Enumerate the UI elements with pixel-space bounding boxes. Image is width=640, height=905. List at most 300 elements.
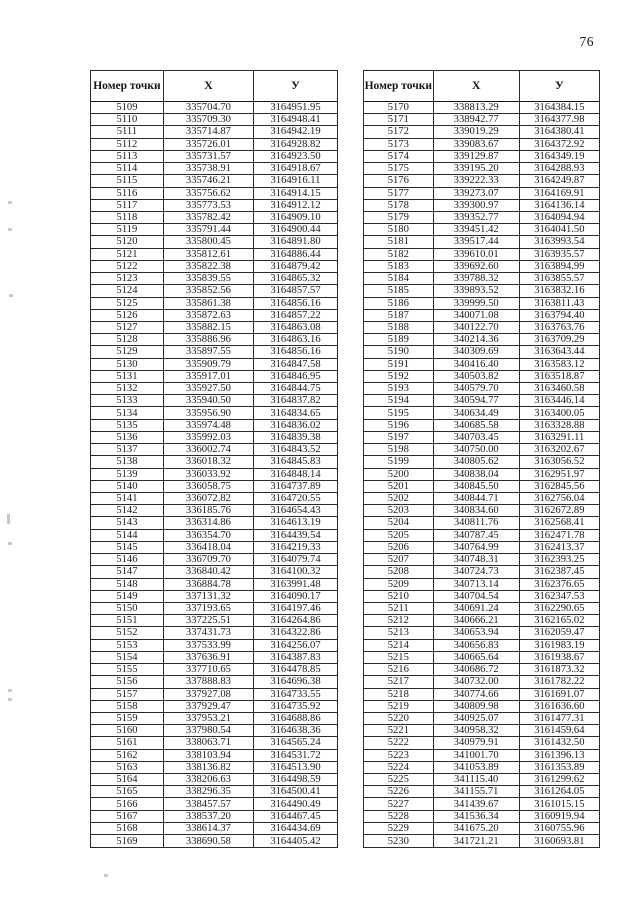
- cell-x: 340732.00: [433, 676, 519, 688]
- table-row: [91, 615, 338, 627]
- table-row: [364, 737, 600, 749]
- cell-x: 335861.38: [163, 297, 253, 309]
- cell-y: 3161873.32: [519, 664, 599, 676]
- cell-y: 3160919.94: [519, 810, 599, 822]
- cell-x: 335992.03: [163, 431, 253, 443]
- cell-point-number: 5188: [364, 321, 434, 333]
- cell-point-number: 5167: [91, 810, 164, 822]
- cell-point-number: 5133: [91, 395, 164, 407]
- table-row: [91, 114, 338, 126]
- cell-y: 3164834.65: [254, 407, 338, 419]
- cell-y: 3164434.69: [254, 822, 338, 834]
- cell-x: 335882.15: [163, 321, 253, 333]
- cell-x: 335714.87: [163, 126, 253, 138]
- cell-x: 339788.32: [433, 273, 519, 285]
- table-row: [364, 370, 600, 382]
- cell-x: 339451.42: [433, 224, 519, 236]
- cell-y: 3163855.57: [519, 273, 599, 285]
- cell-y: 3164197.46: [254, 602, 338, 614]
- table-row: [91, 444, 338, 456]
- cell-point-number: 5139: [91, 468, 164, 480]
- cell-y: 3164857.57: [254, 285, 338, 297]
- table-row: [91, 321, 338, 333]
- cell-point-number: 5230: [364, 835, 434, 848]
- table-row: [364, 822, 600, 834]
- table-row: [364, 102, 600, 114]
- cell-point-number: 5219: [364, 700, 434, 712]
- cell-y: 3164380.41: [519, 126, 599, 138]
- cell-point-number: 5211: [364, 602, 434, 614]
- cell-x: 339083.67: [433, 138, 519, 150]
- cell-point-number: 5119: [91, 224, 164, 236]
- table-row: [91, 383, 338, 395]
- cell-x: 338296.35: [163, 786, 253, 798]
- table-row: [91, 578, 338, 590]
- cell-point-number: 5206: [364, 541, 434, 553]
- cell-x: 340666.21: [433, 615, 519, 627]
- cell-y: 3163518.87: [519, 370, 599, 382]
- table-row: [91, 163, 338, 175]
- column-header-point-number: Номер точки: [364, 71, 434, 102]
- scan-artifact: [8, 228, 12, 231]
- cell-x: 336033.92: [163, 468, 253, 480]
- table-row: [364, 150, 600, 162]
- cell-x: 339893.52: [433, 285, 519, 297]
- cell-x: 341721.21: [433, 835, 519, 848]
- cell-x: 338614.37: [163, 822, 253, 834]
- cell-x: 339195.20: [433, 163, 519, 175]
- table-row: [364, 651, 600, 663]
- table-row: [364, 688, 600, 700]
- coordinate-tables-container: [90, 70, 600, 848]
- table-row: [364, 810, 600, 822]
- table-row: [364, 798, 600, 810]
- table-row: [364, 700, 600, 712]
- table-row: [91, 749, 338, 761]
- cell-point-number: 5158: [91, 700, 164, 712]
- cell-point-number: 5127: [91, 321, 164, 333]
- cell-point-number: 5228: [364, 810, 434, 822]
- cell-y: 3162413.37: [519, 541, 599, 553]
- cell-y: 3164041.50: [519, 224, 599, 236]
- table-row: [91, 541, 338, 553]
- cell-x: 340724.73: [433, 566, 519, 578]
- cell-x: 336018.32: [163, 456, 253, 468]
- cell-point-number: 5186: [364, 297, 434, 309]
- table-row: [91, 602, 338, 614]
- cell-x: 335940.50: [163, 395, 253, 407]
- table-row: [91, 517, 338, 529]
- cell-x: 337193.65: [163, 602, 253, 614]
- cell-y: 3163460.58: [519, 383, 599, 395]
- header-row: [364, 71, 600, 102]
- cell-point-number: 5197: [364, 431, 434, 443]
- cell-y: 3164918.67: [254, 163, 338, 175]
- cell-x: 337131.32: [163, 590, 253, 602]
- cell-x: 337431.73: [163, 627, 253, 639]
- cell-y: 3160693.81: [519, 835, 599, 848]
- cell-point-number: 5114: [91, 163, 164, 175]
- cell-x: 336185.76: [163, 505, 253, 517]
- table-row: [91, 835, 338, 848]
- cell-point-number: 5145: [91, 541, 164, 553]
- cell-y: 3163763.76: [519, 321, 599, 333]
- cell-x: 336072.82: [163, 493, 253, 505]
- cell-point-number: 5135: [91, 419, 164, 431]
- cell-x: 337225.51: [163, 615, 253, 627]
- cell-point-number: 5164: [91, 774, 164, 786]
- cell-y: 3164720.55: [254, 493, 338, 505]
- table-row: [91, 627, 338, 639]
- cell-x: 340787.45: [433, 529, 519, 541]
- cell-y: 3164879.42: [254, 260, 338, 272]
- cell-x: 340809.98: [433, 700, 519, 712]
- table-row: [364, 224, 600, 236]
- cell-point-number: 5129: [91, 346, 164, 358]
- cell-y: 3161691.07: [519, 688, 599, 700]
- table-row: [364, 725, 600, 737]
- cell-y: 3164863.16: [254, 334, 338, 346]
- cell-point-number: 5147: [91, 566, 164, 578]
- cell-y: 3161983.19: [519, 639, 599, 651]
- cell-point-number: 5179: [364, 211, 434, 223]
- cell-y: 3161396.13: [519, 749, 599, 761]
- scan-artifact: [104, 874, 108, 877]
- cell-point-number: 5226: [364, 786, 434, 798]
- column-header-y: У: [519, 71, 599, 102]
- cell-y: 3163583.12: [519, 358, 599, 370]
- cell-point-number: 5201: [364, 480, 434, 492]
- table-row: [91, 480, 338, 492]
- table-row: [91, 150, 338, 162]
- column-header-x: X: [163, 71, 253, 102]
- cell-point-number: 5162: [91, 749, 164, 761]
- cell-x: 339019.29: [433, 126, 519, 138]
- cell-x: 336884.78: [163, 578, 253, 590]
- cell-y: 3161015.15: [519, 798, 599, 810]
- cell-point-number: 5191: [364, 358, 434, 370]
- table-row: [364, 358, 600, 370]
- cell-x: 335773.53: [163, 199, 253, 211]
- cell-x: 340071.08: [433, 309, 519, 321]
- cell-point-number: 5132: [91, 383, 164, 395]
- cell-point-number: 5177: [364, 187, 434, 199]
- cell-point-number: 5125: [91, 297, 164, 309]
- cell-y: 3162756.04: [519, 493, 599, 505]
- cell-x: 336418.04: [163, 541, 253, 553]
- table-row: [364, 529, 600, 541]
- cell-y: 3163935.57: [519, 248, 599, 260]
- cell-x: 339222.33: [433, 175, 519, 187]
- cell-y: 3164891.80: [254, 236, 338, 248]
- table-row: [91, 822, 338, 834]
- cell-y: 3164079.74: [254, 554, 338, 566]
- cell-y: 3164737.89: [254, 480, 338, 492]
- cell-x: 337710.65: [163, 664, 253, 676]
- table-row: [91, 664, 338, 676]
- cell-y: 3163446.14: [519, 395, 599, 407]
- cell-point-number: 5172: [364, 126, 434, 138]
- cell-x: 335704.70: [163, 102, 253, 114]
- table-row: [364, 395, 600, 407]
- cell-x: 340691.24: [433, 602, 519, 614]
- cell-x: 335800.45: [163, 236, 253, 248]
- cell-point-number: 5218: [364, 688, 434, 700]
- cell-point-number: 5155: [91, 664, 164, 676]
- cell-y: 3164219.33: [254, 541, 338, 553]
- table-row: [91, 187, 338, 199]
- table-row: [91, 431, 338, 443]
- table-row: [91, 529, 338, 541]
- cell-y: 3164613.19: [254, 517, 338, 529]
- table-row: [364, 664, 600, 676]
- cell-y: 3162387.45: [519, 566, 599, 578]
- cell-point-number: 5120: [91, 236, 164, 248]
- table-row: [364, 114, 600, 126]
- cell-y: 3162568.41: [519, 517, 599, 529]
- cell-x: 335917.01: [163, 370, 253, 382]
- cell-x: 340844.71: [433, 493, 519, 505]
- table-row: [91, 774, 338, 786]
- cell-point-number: 5195: [364, 407, 434, 419]
- cell-y: 3164923.50: [254, 150, 338, 162]
- table-row: [91, 651, 338, 663]
- cell-x: 341115.40: [433, 774, 519, 786]
- cell-point-number: 5130: [91, 358, 164, 370]
- cell-y: 3164094.94: [519, 211, 599, 223]
- cell-point-number: 5146: [91, 554, 164, 566]
- cell-x: 340845.50: [433, 480, 519, 492]
- cell-x: 337929.47: [163, 700, 253, 712]
- cell-y: 3161477.31: [519, 712, 599, 724]
- scan-artifact: [8, 689, 12, 692]
- cell-y: 3163991.48: [254, 578, 338, 590]
- cell-point-number: 5141: [91, 493, 164, 505]
- table-row: [364, 627, 600, 639]
- cell-y: 3164909.10: [254, 211, 338, 223]
- cell-point-number: 5149: [91, 590, 164, 602]
- cell-point-number: 5124: [91, 285, 164, 297]
- cell-y: 3163400.05: [519, 407, 599, 419]
- cell-point-number: 5213: [364, 627, 434, 639]
- cell-point-number: 5202: [364, 493, 434, 505]
- table-row: [364, 786, 600, 798]
- scan-artifact: [8, 201, 12, 204]
- cell-x: 339352.77: [433, 211, 519, 223]
- cell-point-number: 5154: [91, 651, 164, 663]
- table-row: [91, 505, 338, 517]
- cell-y: 3162845.56: [519, 480, 599, 492]
- table-row: [91, 273, 338, 285]
- cell-x: 340594.77: [433, 395, 519, 407]
- cell-point-number: 5138: [91, 456, 164, 468]
- cell-point-number: 5199: [364, 456, 434, 468]
- cell-y: 3164928.82: [254, 138, 338, 150]
- cell-y: 3161353.89: [519, 761, 599, 773]
- cell-point-number: 5166: [91, 798, 164, 810]
- cell-x: 335726.01: [163, 138, 253, 150]
- cell-x: 337953.21: [163, 712, 253, 724]
- table-row: [364, 138, 600, 150]
- table-row: [364, 505, 600, 517]
- cell-point-number: 5185: [364, 285, 434, 297]
- cell-y: 3164942.19: [254, 126, 338, 138]
- cell-point-number: 5209: [364, 578, 434, 590]
- cell-x: 340503.82: [433, 370, 519, 382]
- cell-x: 340834.60: [433, 505, 519, 517]
- cell-y: 3161432.50: [519, 737, 599, 749]
- cell-y: 3164377.98: [519, 114, 599, 126]
- cell-y: 3164916.11: [254, 175, 338, 187]
- cell-point-number: 5126: [91, 309, 164, 321]
- cell-point-number: 5118: [91, 211, 164, 223]
- cell-x: 335782.42: [163, 211, 253, 223]
- cell-x: 339300.97: [433, 199, 519, 211]
- cell-point-number: 5189: [364, 334, 434, 346]
- cell-point-number: 5194: [364, 395, 434, 407]
- table-row: [364, 321, 600, 333]
- table-row: [91, 370, 338, 382]
- cell-x: 335731.57: [163, 150, 253, 162]
- cell-point-number: 5110: [91, 114, 164, 126]
- cell-point-number: 5142: [91, 505, 164, 517]
- table-row: [91, 737, 338, 749]
- cell-y: 3162376.65: [519, 578, 599, 590]
- table-row: [364, 175, 600, 187]
- table-row: [91, 224, 338, 236]
- cell-y: 3163832.16: [519, 285, 599, 297]
- cell-x: 340634.49: [433, 407, 519, 419]
- cell-x: 340805.62: [433, 456, 519, 468]
- cell-y: 3164735.92: [254, 700, 338, 712]
- cell-y: 3164844.75: [254, 383, 338, 395]
- table-row: [91, 419, 338, 431]
- cell-y: 3162393.25: [519, 554, 599, 566]
- cell-x: 335746.21: [163, 175, 253, 187]
- cell-x: 339999.50: [433, 297, 519, 309]
- table-row: [364, 444, 600, 456]
- cell-y: 3164256.07: [254, 639, 338, 651]
- cell-point-number: 5169: [91, 835, 164, 848]
- cell-x: 335956.90: [163, 407, 253, 419]
- cell-point-number: 5174: [364, 150, 434, 162]
- cell-y: 3164951.95: [254, 102, 338, 114]
- cell-point-number: 5173: [364, 138, 434, 150]
- cell-y: 3164845.83: [254, 456, 338, 468]
- cell-x: 340713.14: [433, 578, 519, 590]
- cell-y: 3162290.65: [519, 602, 599, 614]
- table-row: [364, 431, 600, 443]
- table-row: [364, 639, 600, 651]
- coordinates-table-right: [363, 70, 600, 848]
- cell-x: 340979.91: [433, 737, 519, 749]
- cell-x: 340703.45: [433, 431, 519, 443]
- page-number: 76: [579, 34, 594, 49]
- header-row: [91, 71, 338, 102]
- table-row: [364, 383, 600, 395]
- cell-point-number: 5148: [91, 578, 164, 590]
- table-row: [364, 309, 600, 321]
- cell-point-number: 5224: [364, 761, 434, 773]
- cell-y: 3164384.15: [519, 102, 599, 114]
- table-row: [91, 248, 338, 260]
- cell-x: 340958.32: [433, 725, 519, 737]
- cell-point-number: 5116: [91, 187, 164, 199]
- cell-y: 3164865.32: [254, 273, 338, 285]
- cell-y: 3161459.64: [519, 725, 599, 737]
- table-row: [364, 493, 600, 505]
- cell-point-number: 5157: [91, 688, 164, 700]
- cell-point-number: 5193: [364, 383, 434, 395]
- cell-y: 3164688.86: [254, 712, 338, 724]
- cell-y: 3164857.22: [254, 309, 338, 321]
- cell-x: 335897.55: [163, 346, 253, 358]
- table-row: [364, 554, 600, 566]
- cell-y: 3163291.11: [519, 431, 599, 443]
- cell-point-number: 5156: [91, 676, 164, 688]
- table-row: [364, 712, 600, 724]
- table-row: [364, 419, 600, 431]
- table-row: [364, 774, 600, 786]
- cell-x: 340704.54: [433, 590, 519, 602]
- table-row: [364, 517, 600, 529]
- cell-point-number: 5214: [364, 639, 434, 651]
- cell-y: 3164322.86: [254, 627, 338, 639]
- cell-y: 3164531.72: [254, 749, 338, 761]
- table-row: [364, 566, 600, 578]
- cell-x: 340774.66: [433, 688, 519, 700]
- cell-point-number: 5196: [364, 419, 434, 431]
- scan-artifact: [9, 294, 13, 297]
- table-row: [364, 187, 600, 199]
- cell-y: 3162471.78: [519, 529, 599, 541]
- cell-y: 3163794.40: [519, 309, 599, 321]
- cell-point-number: 5180: [364, 224, 434, 236]
- cell-point-number: 5222: [364, 737, 434, 749]
- cell-point-number: 5112: [91, 138, 164, 150]
- cell-y: 3163202.67: [519, 444, 599, 456]
- cell-x: 340653.94: [433, 627, 519, 639]
- cell-x: 338063.71: [163, 737, 253, 749]
- table-row: [91, 493, 338, 505]
- table-row: [91, 297, 338, 309]
- cell-x: 335812.61: [163, 248, 253, 260]
- cell-point-number: 5122: [91, 260, 164, 272]
- cell-point-number: 5153: [91, 639, 164, 651]
- table-row: [364, 615, 600, 627]
- cell-point-number: 5140: [91, 480, 164, 492]
- cell-x: 336058.75: [163, 480, 253, 492]
- cell-x: 340750.00: [433, 444, 519, 456]
- cell-y: 3164843.52: [254, 444, 338, 456]
- cell-point-number: 5203: [364, 505, 434, 517]
- cell-point-number: 5184: [364, 273, 434, 285]
- table-row: [91, 346, 338, 358]
- cell-y: 3163643.44: [519, 346, 599, 358]
- table-row: [91, 786, 338, 798]
- cell-y: 3164387.83: [254, 651, 338, 663]
- cell-point-number: 5165: [91, 786, 164, 798]
- cell-x: 335909.79: [163, 358, 253, 370]
- scan-artifact: [8, 542, 12, 545]
- table-row: [364, 346, 600, 358]
- cell-x: 335709.30: [163, 114, 253, 126]
- cell-y: 3164696.38: [254, 676, 338, 688]
- table-row: [364, 273, 600, 285]
- table-row: [91, 285, 338, 297]
- cell-point-number: 5192: [364, 370, 434, 382]
- cell-x: 335927.50: [163, 383, 253, 395]
